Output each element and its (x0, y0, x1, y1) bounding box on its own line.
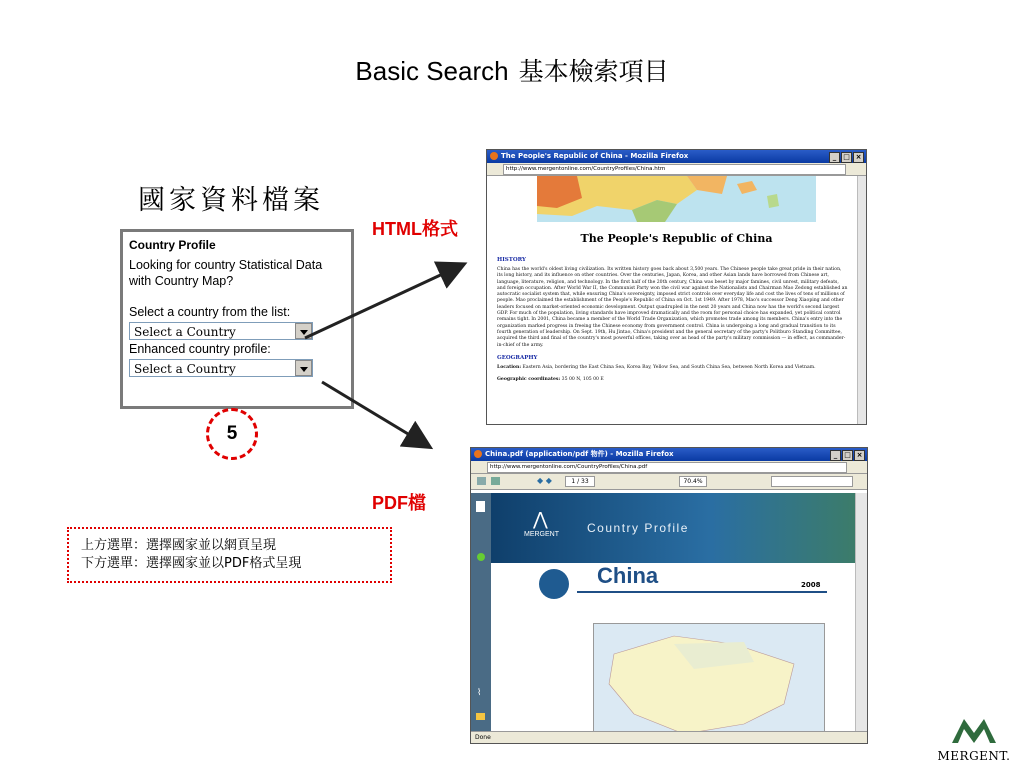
pdf-banner (491, 493, 855, 563)
pdf-viewer (471, 493, 867, 731)
html-url-bar (487, 163, 866, 176)
close-icon[interactable]: × (854, 450, 865, 461)
mergent-logo-mark: ⋀ (533, 509, 548, 530)
map-graphic (537, 176, 816, 222)
banner-text: Country Profile (587, 521, 689, 535)
coords-line (497, 377, 848, 383)
minimize-icon[interactable]: _ (830, 450, 841, 461)
pdf-browser-window (470, 447, 868, 744)
maximize-icon[interactable]: □ (841, 152, 852, 163)
title-en: Basic Search (355, 56, 509, 86)
enhanced-select-value: Select a Country (134, 362, 236, 376)
pdf-window-titlebar (471, 448, 867, 461)
history-heading: HISTORY (497, 257, 526, 263)
html-scrollbar[interactable] (857, 176, 866, 425)
pdf-toolbar (471, 474, 867, 490)
save-icon[interactable] (491, 477, 500, 485)
firefox-icon (490, 152, 498, 160)
country-select-value: Select a Country (134, 325, 236, 339)
enhanced-label: Enhanced country profile: (129, 342, 271, 356)
zoom-field[interactable]: 70.4% (679, 476, 707, 487)
history-text: China has the world's oldest living civilization. Its written history goes back about 3,500 years. The Chinese people take great pride in their nation, its long history, and its influence on other countries. Over the centuries, Japan, Korea, and other Asian lands have borrowed from Chinese art, language, literature, religion, and technology. In the first half of the 20th century, China was beset by major famines, civil unrest, military defeats, and foreign occupation. After World War II, the Communist Party won the civil war against the Nationalists and Chairman Mao Zedong established an autocratic socialist system that, while ensuring China's sovereignty, imposed strict controls over everyday life and cost the lives of tens of millions of people. Mao proclaimed the establishment of the People's Republic of China on Oct. 1st 1949. After 1978, Mao's successor Deng Xiaoping and other leaders focused on market-oriented economic development. Output quadrupled in the next 20 years and China now has the world's second largest GDP. For much of the population, living standards have improved dramatically and the room for personal choice has expanded, yet political control remains tight. In 2001, China became a member of the World Trade Organization, which promotes trade among its members. China's entry into the organization marked progress in freeing the Chinese economy from government control. China is undergoing a long and gradual transition to its fourth generation of leadership. On Sept. 19th, Hu Jintao, China's president and the general secretary of the party's Politburo Standing Committee, acquired the third and final of the country's most powerful offices, taking over as head of the party's military commission — in effect, as commander-in-chief of the army. (497, 267, 848, 348)
comments-icon[interactable] (476, 713, 485, 720)
step-number: 5 (226, 423, 238, 444)
arrow-to-pdf (322, 382, 428, 446)
pdf-url-field[interactable]: http://www.mergentonline.com/CountryProfiles/China.pdf (487, 462, 847, 473)
profile-prompt: Looking for country Statistical Data with Country Map? (129, 258, 323, 288)
header-rule (577, 591, 827, 593)
html-browser-window (486, 149, 867, 425)
china-map-graphic (594, 624, 824, 731)
pdf-scrollbar[interactable] (855, 493, 867, 731)
location-text: Eastern Asia, bordering the East China Sea, Korea Bay, Yellow Sea, and South China Sea, between North Korea and Vietnam. (522, 364, 816, 370)
instruction-note (67, 527, 392, 583)
html-doc-title: The People's Republic of China (580, 232, 773, 245)
title-zh: 基本檢索項目 (518, 57, 669, 86)
firefox-icon (474, 450, 482, 458)
region-map (537, 176, 816, 222)
country-heading: 國家資料檔案 (138, 185, 324, 216)
pdf-url-bar (471, 461, 867, 474)
location-line (497, 365, 848, 371)
globe-icon (539, 569, 569, 599)
coords-label: Geographic coordinates: (497, 377, 561, 383)
mergent-logo-text: MERGENT. (937, 749, 1011, 763)
banner-logo: MERGENT (524, 531, 559, 538)
note-line-2: 下方選單：選擇國家並以PDF格式呈現 (81, 556, 302, 571)
pdf-year: 2008 (801, 581, 821, 589)
select-label: Select a country from the list: (129, 305, 291, 319)
pages-icon[interactable] (476, 501, 485, 512)
status-bar (471, 731, 867, 743)
mergent-logo-mark (930, 715, 1018, 745)
pdf-page (491, 493, 855, 731)
note-line-1: 上方選單：選擇國家並以網頁呈現 (81, 538, 277, 553)
maximize-icon[interactable]: □ (842, 450, 853, 461)
country-header (491, 563, 855, 613)
geography-heading: GEOGRAPHY (497, 354, 538, 361)
page-number-field[interactable]: 1 / 33 (565, 476, 595, 487)
status-text: Done (475, 734, 491, 741)
pdf-china-map (593, 623, 825, 731)
html-content (487, 176, 866, 425)
minimize-icon[interactable]: _ (829, 152, 840, 163)
location-label: Location: (497, 364, 522, 370)
arrow-to-html (305, 265, 462, 338)
pdf-country-name: China (597, 563, 659, 588)
page-nav-icon[interactable]: ◆ ◆ (537, 476, 552, 485)
pdf-format-label: PDF檔 (372, 493, 426, 513)
coords-text: 35 00 N, 105 00 E (561, 377, 604, 383)
html-window-title: The People's Republic of China - Mozilla Firefox (501, 152, 689, 160)
profile-title: Country Profile (129, 238, 216, 252)
html-window-titlebar (487, 150, 866, 163)
print-icon[interactable] (477, 477, 486, 485)
pdf-search-field[interactable] (771, 476, 853, 487)
pdf-window-title: China.pdf (application/pdf 物件) - Mozilla Firefox (485, 450, 674, 458)
html-format-label: HTML格式 (372, 219, 458, 239)
html-url-field[interactable]: http://www.mergentonline.com/CountryProfiles/China.htm (503, 164, 846, 175)
close-icon[interactable]: × (853, 152, 864, 163)
attachment-icon[interactable]: ⌇ (477, 688, 482, 698)
mergent-logo (930, 715, 1018, 765)
pdf-sidebar (471, 493, 491, 731)
help-icon[interactable] (477, 553, 485, 561)
